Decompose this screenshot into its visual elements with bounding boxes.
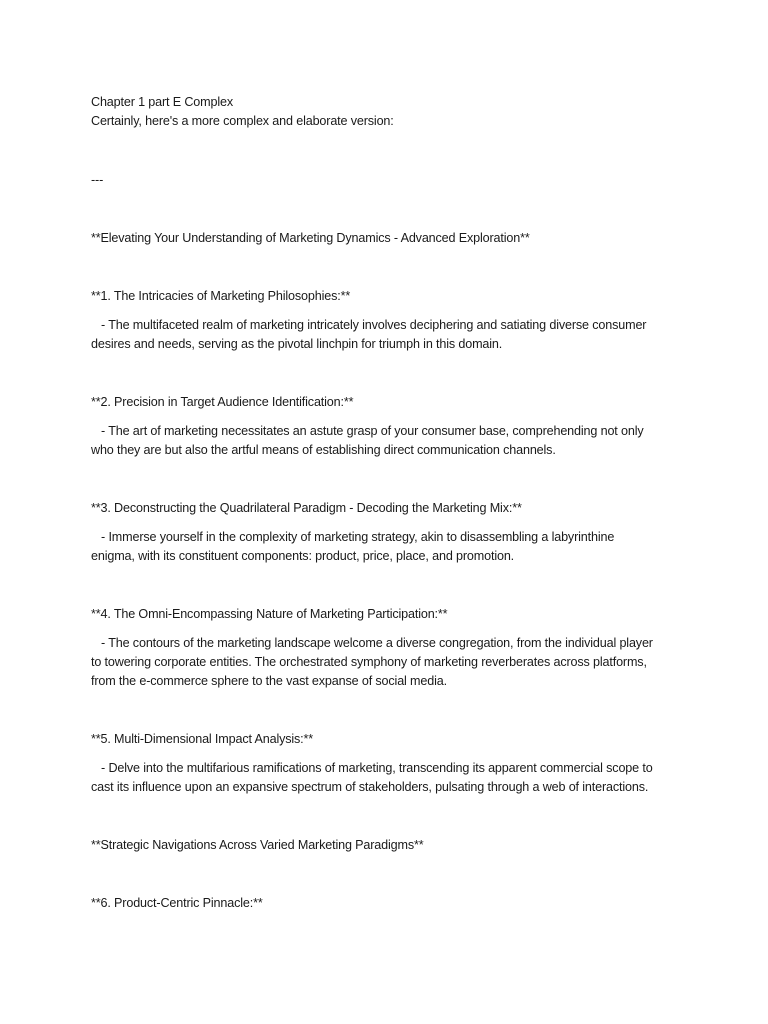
section-3-title: **3. Deconstructing the Quadrilateral Paradigm - Decoding the Marketing Mix:**: [91, 501, 522, 515]
section-4-body-line-1: - The contours of the marketing landscape welcome a diverse congregation, from the individual player: [91, 636, 653, 650]
section-5-body-line-1: - Delve into the multifarious ramifications of marketing, transcending its apparent commercial scope to: [91, 761, 653, 775]
section-1-body-line-2: desires and needs, serving as the pivotal linchpin for triumph in this domain.: [91, 337, 503, 351]
section-4-body-line-2: to towering corporate entities. The orchestrated symphony of marketing reverberates across platforms,: [91, 655, 647, 669]
section-2-body-line-2: who they are but also the artful means of establishing direct communication channels.: [91, 443, 556, 457]
section-2-body-line-1: - The art of marketing necessitates an astute grasp of your consumer base, comprehending not only: [91, 424, 644, 438]
section-1-title: **1. The Intricacies of Marketing Philosophies:**: [91, 289, 351, 303]
section-6-title: **6. Product-Centric Pinnacle:**: [91, 896, 263, 910]
section-5-title: **5. Multi-Dimensional Impact Analysis:**: [91, 732, 314, 746]
section-1-body-line-1: - The multifaceted realm of marketing intricately involves deciphering and satiating diverse consumer: [91, 318, 647, 332]
section-4-body-line-3: from the e-commerce sphere to the vast expanse of social media.: [91, 674, 447, 688]
section-5-body-line-2: cast its influence upon an expansive spectrum of stakeholders, pulsating through a web of interactions.: [91, 780, 649, 794]
section-4-title: **4. The Omni-Encompassing Nature of Marketing Participation:**: [91, 607, 448, 621]
document-heading: Chapter 1 part E Complex: [91, 95, 233, 109]
section-3-body-line-2: enigma, with its constituent components: product, price, place, and promotion.: [91, 549, 515, 563]
main-title: **Elevating Your Understanding of Marketing Dynamics - Advanced Exploration**: [91, 231, 530, 245]
intro-text: Certainly, here's a more complex and elaborate version:: [91, 114, 394, 128]
section-2-title: **2. Precision in Target Audience Identification:**: [91, 395, 354, 409]
section-3-body-line-1: - Immerse yourself in the complexity of marketing strategy, akin to disassembling a labyrinthine: [91, 530, 615, 544]
separator: ---: [91, 173, 104, 187]
subtitle: **Strategic Navigations Across Varied Marketing Paradigms**: [91, 838, 424, 852]
